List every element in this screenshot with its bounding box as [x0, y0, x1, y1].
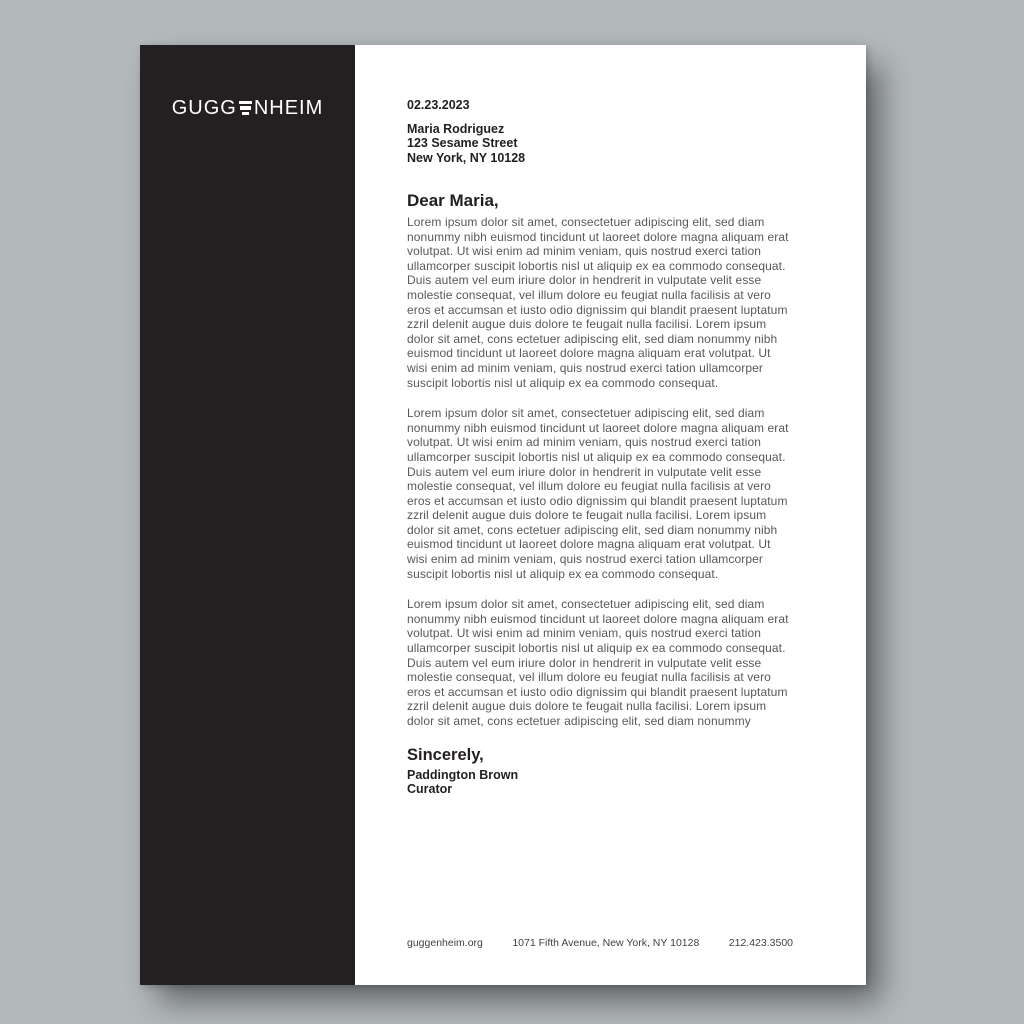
recipient-address-block [407, 122, 793, 166]
signer-name: Paddington Brown [407, 767, 519, 782]
logo-text-prefix: GUGG [171, 97, 237, 119]
signer-title: Curator [407, 782, 453, 797]
recipient-city-line: New York, NY 10128 [407, 150, 526, 165]
guggenheim-logo [140, 98, 355, 118]
letterhead-page [140, 45, 866, 985]
letter-footer [407, 937, 793, 949]
salutation: Dear Maria, [407, 191, 499, 210]
recipient-name: Maria Rodriguez [407, 121, 505, 136]
brand-sidebar-band [140, 45, 355, 985]
logo-stylized-e-icon [239, 101, 252, 115]
letter-date: 02.23.2023 [407, 98, 470, 112]
body-paragraph-3: Lorem ipsum dolor sit amet, consectetuer adipiscing elit, sed diam nonummy nibh euismod tincidunt ut laoreet dolore magna aliquam erat volutpat. Ut wisi enim ad minim veniam, quis nostrud exerci tation ullamcorper suscipit lobortis nisl ut aliquip ex ea commodo consequat. Duis autem vel eum iriure dolor in hendrerit in vulputate velit esse molestie consequat, vel illum dolore eu feugiat nulla facilisis at vero eros et accumsan et iusto odio dignissim qui blandit praesent luptatum zzril delenit augue duis dolore te feugait nulla facilisi. Lorem ipsum dolor sit amet, cons ectetuer adipiscing elit, sed diam nonummy [407, 597, 789, 728]
logo-text-suffix: NHEIM [253, 97, 324, 119]
body-paragraph-1: Lorem ipsum dolor sit amet, consectetuer adipiscing elit, sed diam nonummy nibh euismod tincidunt ut laoreet dolore magna aliquam erat volutpat. Ut wisi enim ad minim veniam, quis nostrud exerci tation ullamcorper suscipit lobortis nisl ut aliquip ex ea commodo consequat. Duis autem vel eum iriure dolor in hendrerit in vulputate velit esse molestie consequat, vel illum dolore eu feugiat nulla facilisis at vero eros et accumsan et iusto odio dignissim qui blandit praesent luptatum zzril delenit augue duis dolore te feugait nulla facilisi. Lorem ipsum dolor sit amet, cons ectetuer adipiscing elit, sed diam nonummy nibh euismod tincidunt ut laoreet dolore magna aliquam erat volutpat. Ut wisi enim ad minim veniam, quis nostrud exerci tation ullamcorper suscipit lobortis nisl ut aliquip ex ea commodo consequat. [407, 215, 789, 390]
letter-content [407, 45, 793, 985]
footer-website: guggenheim.org [407, 937, 483, 949]
body-paragraph-2: Lorem ipsum dolor sit amet, consectetuer adipiscing elit, sed diam nonummy nibh euismod tincidunt ut laoreet dolore magna aliquam erat volutpat. Ut wisi enim ad minim veniam, quis nostrud exerci tation ullamcorper suscipit lobortis nisl ut aliquip ex ea commodo consequat. Duis autem vel eum iriure dolor in hendrerit in vulputate velit esse molestie consequat, vel illum dolore eu feugiat nulla facilisis at vero eros et accumsan et iusto odio dignissim qui blandit praesent luptatum zzril delenit augue duis dolore te feugait nulla facilisi. Lorem ipsum dolor sit amet, cons ectetuer adipiscing elit, sed diam nonummy nibh euismod tincidunt ut laoreet dolore magna aliquam erat volutpat. Ut wisi enim ad minim veniam, quis nostrud exerci tation ullamcorper suscipit lobortis nisl ut aliquip ex ea commodo consequat. [407, 406, 789, 581]
footer-phone: 212.423.3500 [728, 937, 793, 949]
recipient-street: 123 Sesame Street [407, 136, 518, 150]
closing-line: Sincerely, [407, 745, 484, 764]
footer-address: 1071 Fifth Avenue, New York, NY 10128 [512, 937, 700, 949]
